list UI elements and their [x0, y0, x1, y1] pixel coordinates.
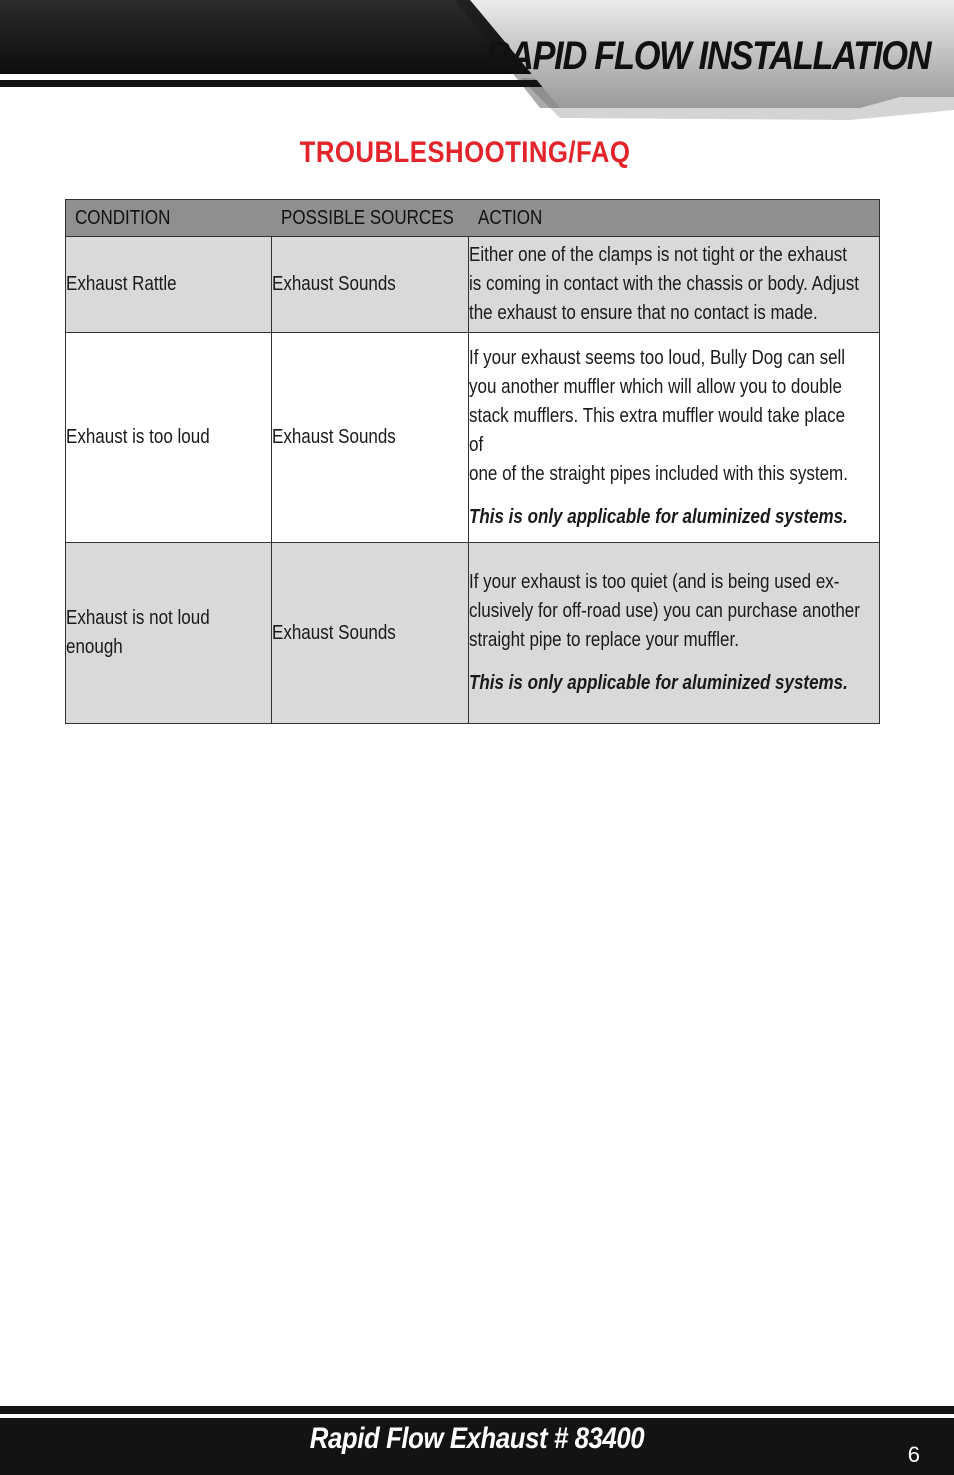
action-cell: [469, 333, 880, 543]
action-line: you another muffler which will allow you to double: [469, 375, 842, 398]
source-cell: Exhaust Sounds: [272, 543, 469, 724]
action-cell: [469, 237, 880, 333]
condition-line: Exhaust is not loud: [66, 607, 210, 629]
action-line: If your exhaust seems too loud, Bully Dog can sell: [469, 346, 846, 369]
section-title: TROUBLESHOOTING/FAQ: [299, 136, 631, 169]
action-note: This is only applicable for aluminized systems.: [469, 672, 848, 694]
action-line: If your exhaust is too quiet (and is being used ex-: [469, 571, 840, 593]
table-header-row: [66, 200, 880, 237]
action-line: the exhaust to ensure that no contact is made.: [469, 302, 818, 324]
troubleshooting-table: [65, 199, 880, 724]
footer-rule: [0, 1406, 954, 1414]
action-line: one of the straight pipes included with this system.: [469, 462, 848, 485]
page-header: [0, 0, 954, 125]
source-cell: Exhaust Sounds: [272, 237, 469, 333]
action-cell: [469, 543, 880, 724]
table-row: [66, 333, 880, 543]
header-title: RAPID FLOW INSTALLATION: [485, 34, 930, 78]
column-header-condition: CONDITION: [66, 200, 272, 237]
action-line: clusively for off-road use) you can purchase another: [469, 600, 860, 622]
column-header-action: ACTION: [469, 200, 880, 237]
condition-line: enough: [66, 636, 123, 658]
column-header-possible-sources: POSSIBLE SOURCES: [272, 200, 469, 237]
table-row: [66, 237, 880, 333]
action-line: Either one of the clamps is not tight or the exhaust: [469, 244, 847, 266]
table-row: [66, 543, 880, 724]
page-number: 6: [907, 1442, 920, 1467]
action-line: straight pipe to replace your muffler.: [469, 629, 739, 651]
action-note: This is only applicable for aluminized systems.: [469, 505, 848, 528]
condition-cell: [66, 543, 272, 724]
source-cell: Exhaust Sounds: [272, 333, 469, 543]
action-line: is coming in contact with the chassis or body. Adjust: [469, 273, 859, 295]
action-line: stack mufflers. This extra muffler would take place of: [469, 404, 846, 456]
footer-title: Rapid Flow Exhaust # 83400: [309, 1422, 645, 1455]
condition-cell: Exhaust is too loud: [66, 333, 272, 543]
condition-cell: Exhaust Rattle: [66, 237, 272, 333]
